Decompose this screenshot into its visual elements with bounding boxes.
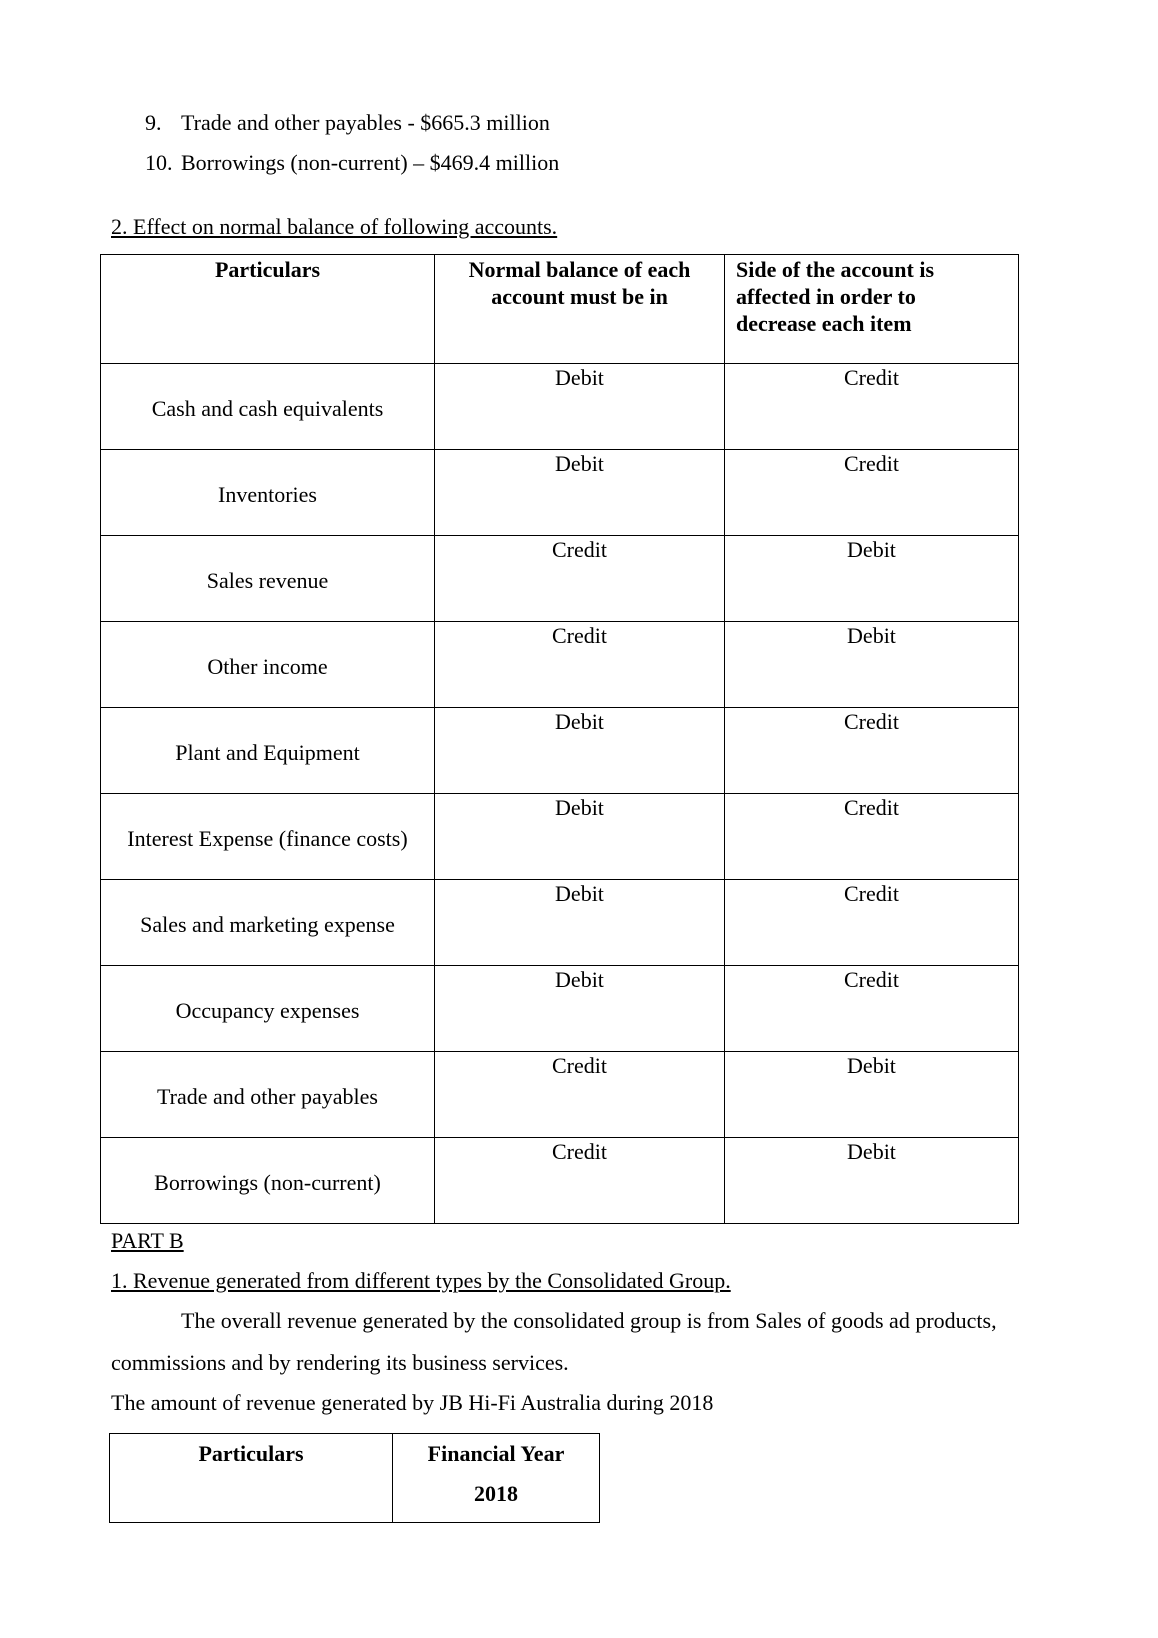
header-decrease-side-text: Side of the account is affected in order to decrease each item [736,257,934,336]
normal-balance-cell: Debit [435,794,725,880]
decrease-side-cell: Credit [725,880,1019,966]
account-name-cell: Plant and Equipment [101,708,435,794]
table-row [101,536,1019,622]
table-row [101,794,1019,880]
account-name-cell: Trade and other payables [101,1052,435,1138]
table-row [101,450,1019,536]
account-name-cell: Sales revenue [101,536,435,622]
revenue-heading: 1. Revenue generated from different types by the Consolidated Group. [111,1268,731,1293]
account-name-cell: Interest Expense (finance costs) [101,794,435,880]
table-row [101,622,1019,708]
normal-balance-cell: Debit [435,708,725,794]
decrease-side-cell: Debit [725,1052,1019,1138]
revenue-amount-line: The amount of revenue generated by JB Hi-Fi Australia during 2018 [111,1390,714,1415]
normal-balance-table [100,254,1019,1224]
table-row [101,364,1019,450]
list-text: Borrowings (non-current) – $469.4 million [181,150,560,175]
revenue-paragraph-line1: The overall revenue generated by the consolidated group is from Sales of goods ad products, [181,1308,997,1333]
list-item-9 [145,110,550,136]
list-text: Trade and other payables - $665.3 million [181,110,550,135]
account-name-cell: Other income [101,622,435,708]
list-number: 10. [145,150,173,175]
normal-balance-cell: Debit [435,966,725,1052]
table-row [101,966,1019,1052]
decrease-side-cell: Debit [725,1138,1019,1224]
revenue-header-particulars: Particulars [110,1434,393,1523]
decrease-side-cell: Credit [725,708,1019,794]
decrease-side-cell: Credit [725,450,1019,536]
table-row [101,880,1019,966]
table-row [101,1138,1019,1224]
financial-year-value: 2018 [474,1481,518,1506]
list-number: 9. [145,110,162,135]
normal-balance-cell: Debit [435,450,725,536]
table-header-row [101,255,1019,364]
part-b-title: PART B [111,1228,184,1253]
decrease-side-cell: Debit [725,622,1019,708]
header-normal-balance-text: Normal balance of each account must be in [468,257,691,309]
account-name-cell: Cash and cash equivalents [101,364,435,450]
decrease-side-cell: Debit [725,536,1019,622]
account-name-cell: Inventories [101,450,435,536]
header-particulars: Particulars [101,255,435,364]
decrease-side-cell: Credit [725,794,1019,880]
header-normal-balance [435,255,725,364]
account-name-cell: Sales and marketing expense [101,880,435,966]
normal-balance-cell: Credit [435,622,725,708]
normal-balance-cell: Debit [435,364,725,450]
section-heading-normal-balance: 2. Effect on normal balance of following accounts. [111,214,558,239]
normal-balance-cell: Credit [435,1052,725,1138]
normal-balance-cell: Debit [435,880,725,966]
revenue-paragraph-line2: commissions and by rendering its business services. [111,1350,569,1375]
table-row [101,1052,1019,1138]
revenue-table [109,1433,600,1523]
decrease-side-cell: Credit [725,966,1019,1052]
list-item-10 [145,150,559,176]
revenue-header-financial-year [393,1434,600,1523]
normal-balance-cell: Credit [435,1138,725,1224]
account-name-cell: Occupancy expenses [101,966,435,1052]
normal-balance-cell: Credit [435,536,725,622]
table-row [101,708,1019,794]
revenue-table-header-row [110,1434,600,1523]
header-decrease-side [725,255,1019,364]
account-name-cell: Borrowings (non-current) [101,1138,435,1224]
decrease-side-cell: Credit [725,364,1019,450]
financial-year-label: Financial Year [427,1441,565,1466]
